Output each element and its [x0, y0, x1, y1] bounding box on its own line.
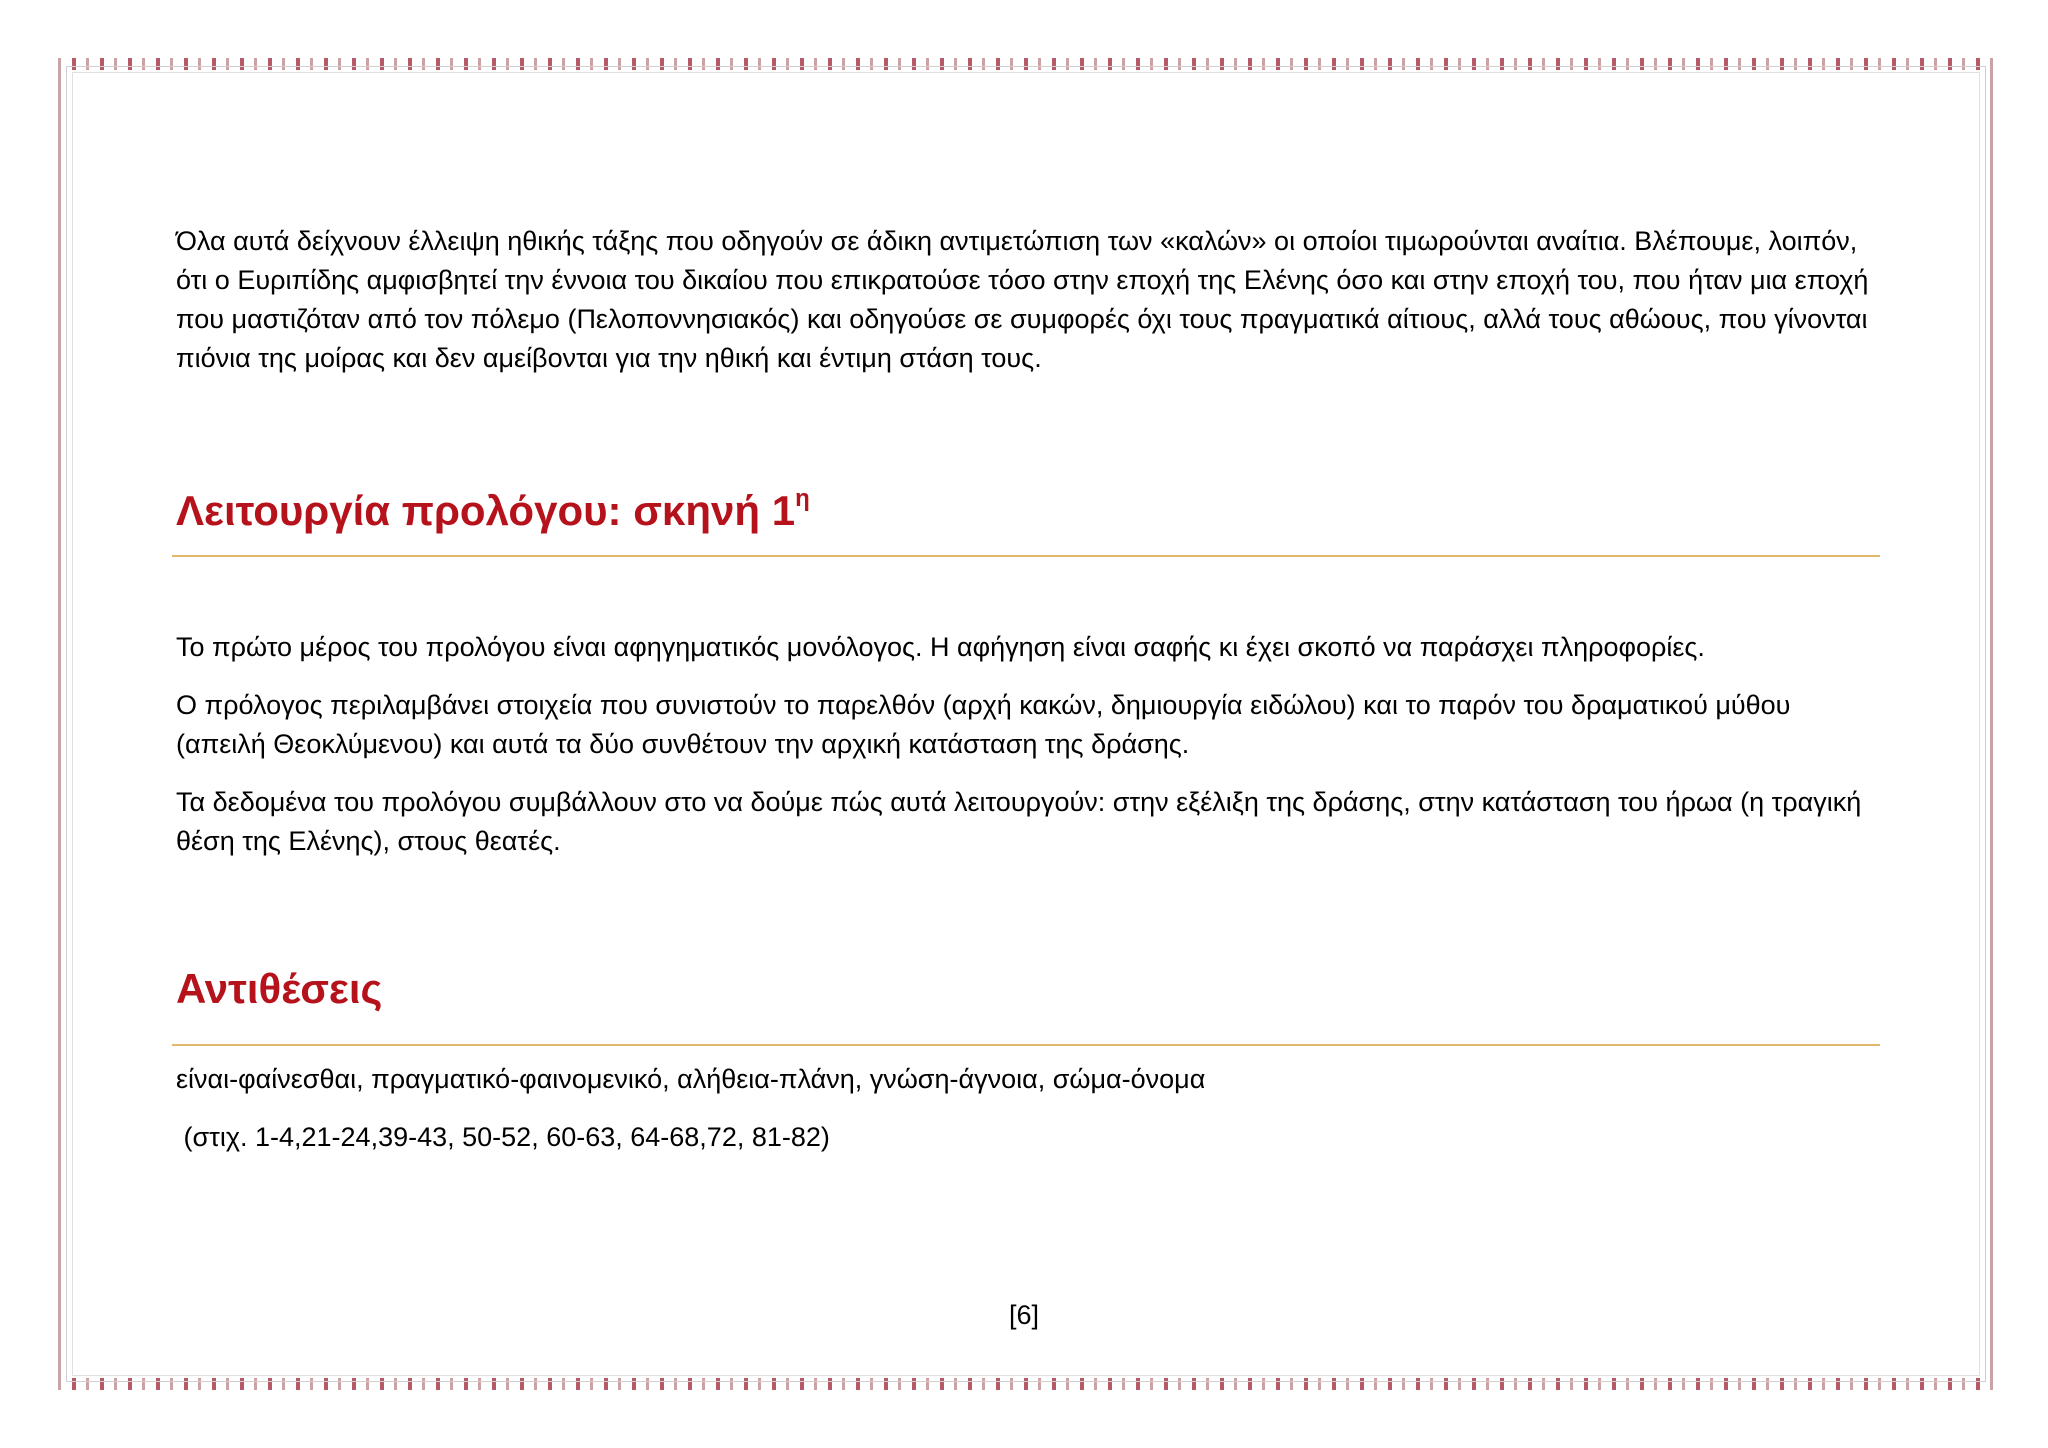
intro-paragraph-block — [176, 222, 1880, 378]
antitheses-verse-references: (στιχ. 1-4,21-24,39-43, 50-52, 60-63, 64-68,72, 81-82) — [176, 1122, 830, 1152]
section-prologue-body — [176, 628, 1880, 861]
section-heading-prologue — [176, 478, 810, 536]
section-heading-prologue-superscript: η — [795, 485, 810, 512]
section-heading-antitheses: Αντιθέσεις — [176, 965, 383, 1012]
antitheses-list: είναι-φαίνεσθαι, πραγματικό-φαινομενικό, αλήθεια-πλάνη, γνώση-άγνοια, σώμα-όνομα — [176, 1064, 1206, 1094]
heading-underline-rule — [172, 555, 1880, 557]
prologue-paragraph-1: Το πρώτο μέρος του προλόγου είναι αφηγηματικός μονόλογος. Η αφήγηση είναι σαφής κι έχει σκοπό να παράσχει πληροφορίες. — [176, 632, 1705, 662]
section-heading-prologue-text: Λειτουργία προλόγου: σκηνή 1 — [176, 487, 796, 534]
section-antitheses-body — [176, 1060, 1880, 1157]
page-number: [6] — [1008, 1300, 1040, 1330]
heading-underline-rule — [172, 1044, 1880, 1046]
prologue-paragraph-3: Τα δεδομένα του προλόγου συμβάλλουν στο να δούμε πώς αυτά λειτουργούν: στην εξέλιξη της δράσης, στην κατάσταση του ήρωα (η τραγική θέση της Ελένης), στους θεατές. — [176, 787, 1862, 856]
intro-paragraph: Όλα αυτά δείχνουν έλλειψη ηθικής τάξης που οδηγούν σε άδικη αντιμετώπιση των «καλών» οι οποίοι τιμωρούνται αναίτια. Βλέπουμε, λοιπόν, ότι ο Ευριπίδης αμφισβητεί την έννοια του δικαίου που επικρατούσε τόσο στην εποχή της Ελένης όσο και στην εποχή του, που ήταν μια εποχή που μαστιζόταν από τον πόλεμο (Πελοποννησιακός) και οδηγούσε σε συμφορές όχι τους πραγματικά αίτιους, αλλά τους αθώους, που γίνονται πιόνια της μοίρας και δεν αμείβονται για την ηθική και έντιμη στάση τους. — [176, 226, 1869, 373]
prologue-paragraph-2: Ο πρόλογος περιλαμβάνει στοιχεία που συνιστούν το παρελθόν (αρχή κακών, δημιουργία ειδώλου) και το παρόν του δραματικού μύθου (απειλή Θεοκλύμενου) και αυτά τα δύο συνθέτουν την αρχική κατάσταση της δράσης. — [176, 690, 1791, 759]
